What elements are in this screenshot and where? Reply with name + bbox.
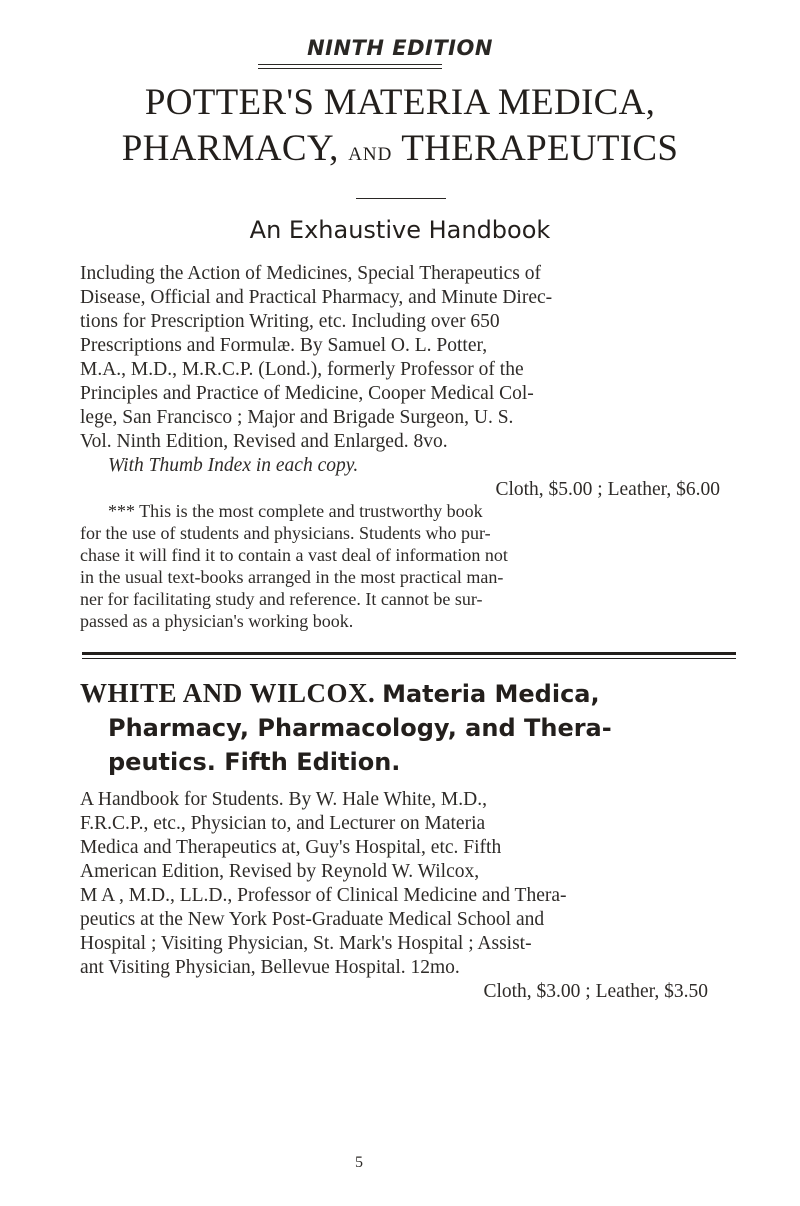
- book2-price: Cloth, $3.00 ; Leather, $3.50: [483, 981, 708, 1002]
- section-divider-thick: [82, 652, 736, 655]
- title-and: AND: [348, 144, 393, 165]
- desc-line: Including the Action of Medicines, Special Therapeutics of: [80, 263, 542, 284]
- book2-heading-authors: WHITE AND WILCOX.: [80, 678, 376, 708]
- book1-title-line1: POTTER'S MATERIA MEDICA,: [144, 82, 656, 123]
- desc-line: M.A., M.D., M.R.C.P. (Lond.), formerly Professor of the: [80, 359, 524, 380]
- title-divider: [356, 198, 446, 199]
- note-line: *** This is the most complete and trustworthy book: [108, 501, 483, 521]
- page-number: 5: [355, 1154, 363, 1171]
- desc-line: F.R.C.P., etc., Physician to, and Lecturer on Materia: [80, 813, 486, 834]
- title-pharmacy: PHARMACY,: [121, 128, 339, 169]
- desc-line: M A , M.D., LL.D., Professor of Clinical Medicine and Thera-: [80, 885, 567, 906]
- desc-line: peutics at the New York Post-Graduate Medical School and: [80, 909, 545, 930]
- desc-line: American Edition, Revised by Reynold W. Wilcox,: [80, 861, 480, 882]
- edition-label: NINTH EDITION: [307, 36, 493, 60]
- desc-line: Vol. Ninth Edition, Revised and Enlarged. 8vo.: [80, 431, 448, 452]
- desc-line: Medica and Therapeutics at, Guy's Hospital, etc. Fifth: [80, 837, 502, 858]
- note-line: in the usual text-books arranged in the most practical man-: [80, 567, 504, 587]
- book2-heading-line2: Pharmacy, Pharmacology, and Thera-: [108, 714, 612, 742]
- book1-subtitle: An Exhaustive Handbook: [249, 216, 551, 244]
- note-line: chase it will find it to contain a vast deal of information not: [80, 545, 508, 565]
- book2-heading-line3: peutics. Fifth Edition.: [108, 748, 401, 776]
- desc-line: Principles and Practice of Medicine, Cooper Medical Col-: [80, 383, 534, 404]
- edition-underline: [258, 64, 442, 65]
- desc-line: Hospital ; Visiting Physician, St. Mark's Hospital ; Assist-: [80, 933, 532, 954]
- desc-line: tions for Prescription Writing, etc. Including over 650: [80, 311, 500, 332]
- desc-line: lege, San Francisco ; Major and Brigade Surgeon, U. S.: [80, 407, 514, 428]
- book1-note: [80, 500, 720, 632]
- desc-line: Prescriptions and Formulæ. By Samuel O. L. Potter,: [80, 335, 488, 356]
- book1-price: Cloth, $5.00 ; Leather, $6.00: [495, 479, 720, 500]
- book1-title-line2: [0, 130, 800, 167]
- note-line: passed as a physician's working book.: [80, 611, 354, 631]
- book2-description: [80, 788, 720, 1004]
- book2-heading: [80, 676, 730, 779]
- book2-heading-rest: Materia Medica,: [382, 680, 600, 708]
- thumb-index-note: With Thumb Index in each copy.: [108, 455, 359, 476]
- desc-line: A Handbook for Students. By W. Hale White, M.D.,: [80, 789, 487, 810]
- section-divider-thin: [82, 658, 736, 659]
- desc-line: Disease, Official and Practical Pharmacy, and Minute Direc-: [80, 287, 553, 308]
- title-therapeutics: THERAPEUTICS: [401, 128, 679, 169]
- book1-description: [80, 262, 720, 502]
- note-line: for the use of students and physicians. Students who pur-: [80, 523, 491, 543]
- edition-underline-2: [258, 68, 442, 69]
- desc-line: ant Visiting Physician, Bellevue Hospital. 12mo.: [80, 957, 460, 978]
- note-line: ner for facilitating study and reference. It cannot be sur-: [80, 589, 483, 609]
